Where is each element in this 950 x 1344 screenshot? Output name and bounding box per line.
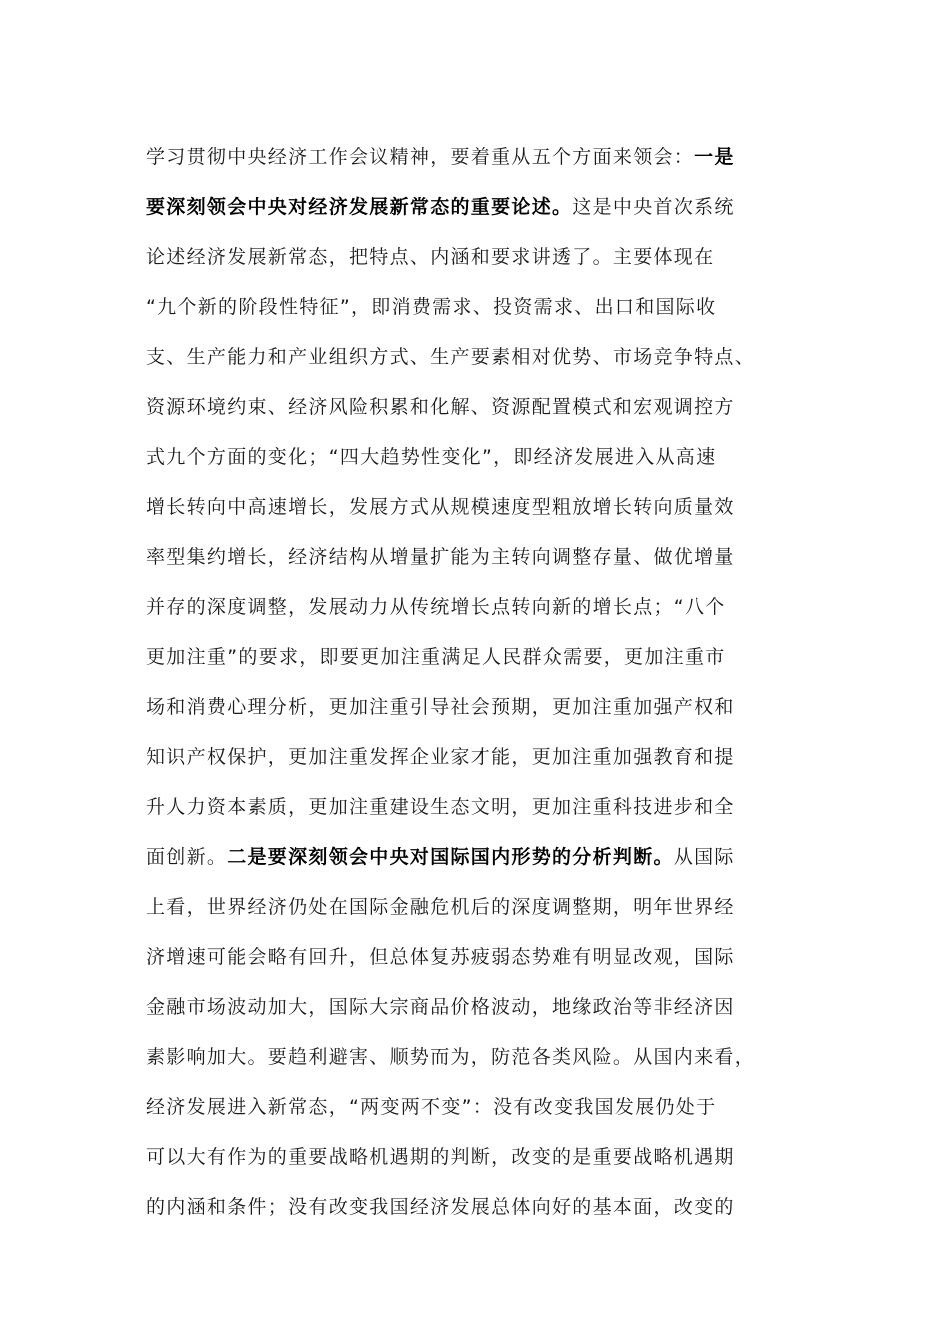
text-segment: 素影响加大。要趋利避害、顺势而为，防范各类风险。从国内来看，	[146, 1046, 756, 1068]
text-segment: 更加注重”的要求，即要更加注重满足人民群众需要，更加注重市	[146, 646, 726, 668]
text-segment: 的内涵和条件；没有改变我国经济发展总体向好的基本面，改变的	[146, 1196, 735, 1218]
text-line	[146, 132, 808, 182]
text-line	[146, 732, 808, 782]
text-segment: 这是中央首次系统	[572, 196, 735, 218]
text-line	[146, 682, 808, 732]
text-segment: 知识产权保护，更加注重发挥企业家才能，更加注重加强教育和提	[146, 746, 735, 768]
text-line	[146, 932, 808, 982]
text-segment: 场和消费心理分析，更加注重引导社会预期，更加注重加强产权和	[146, 696, 735, 718]
text-line	[146, 582, 808, 632]
text-segment: 资源环境约束、经济风险积累和化解、资源配置模式和宏观调控方	[146, 396, 735, 418]
body-paragraph	[146, 132, 808, 1232]
text-line	[146, 282, 808, 332]
text-segment: 面创新。	[146, 846, 228, 868]
text-line	[146, 382, 808, 432]
text-segment: 上看，世界经济仍处在国际金融危机后的深度调整期，明年世界经	[146, 896, 735, 918]
text-line	[146, 482, 808, 532]
text-line	[146, 532, 808, 582]
text-line	[146, 1132, 808, 1182]
emphasized-text: 一是	[694, 146, 735, 168]
emphasized-text: 要深刻领会中央对经济发展新常态的重要论述。	[146, 196, 573, 218]
text-segment: 支、生产能力和产业组织方式、生产要素相对优势、市场竞争特点、	[146, 346, 756, 368]
text-line	[146, 332, 808, 382]
text-segment: 金融市场波动加大，国际大宗商品价格波动，地缘政治等非经济因	[146, 996, 735, 1018]
text-segment: 经济发展进入新常态，“两变两不变”：没有改变我国发展仍处于	[146, 1096, 717, 1118]
text-segment: 论述经济发展新常态，把特点、内涵和要求讲透了。主要体现在	[146, 246, 715, 268]
text-segment: 式九个方面的变化；“四大趋势性变化”，即经济发展进入从高速	[146, 446, 717, 468]
text-segment: 从国际	[673, 846, 735, 868]
text-line	[146, 1082, 808, 1132]
text-segment: 并存的深度调整，发展动力从传统增长点转向新的增长点；“八个	[146, 596, 726, 618]
text-segment: 率型集约增长，经济结构从增量扩能为主转向调整存量、做优增量	[146, 546, 735, 568]
text-line	[146, 232, 808, 282]
text-line	[146, 1182, 808, 1232]
emphasized-text: 二是要深刻领会中央对国际国内形势的分析判断。	[227, 846, 674, 868]
text-line	[146, 1032, 808, 1082]
text-line	[146, 782, 808, 832]
text-segment: 学习贯彻中央经济工作会议精神，要着重从五个方面来领会：	[146, 146, 695, 168]
text-segment: 增长转向中高速增长，发展方式从规模速度型粗放增长转向质量效	[146, 496, 735, 518]
text-segment: 可以大有作为的重要战略机遇期的判断，改变的是重要战略机遇期	[146, 1146, 735, 1168]
text-line	[146, 982, 808, 1032]
text-line	[146, 832, 808, 882]
text-segment: 济增速可能会略有回升，但总体复苏疲弱态势难有明显改观，国际	[146, 946, 735, 968]
text-line	[146, 882, 808, 932]
text-segment: 升人力资本素质，更加注重建设生态文明，更加注重科技进步和全	[146, 796, 735, 818]
text-line	[146, 632, 808, 682]
text-line	[146, 182, 808, 232]
text-segment: “九个新的阶段性特征”，即消费需求、投资需求、出口和国际收	[146, 296, 717, 318]
text-line	[146, 432, 808, 482]
